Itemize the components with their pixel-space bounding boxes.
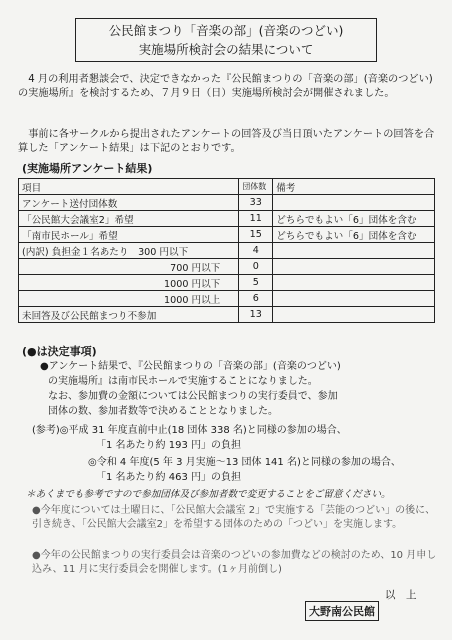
row-count: 13 xyxy=(239,307,273,323)
closing-ijo: 以 上 xyxy=(385,589,417,601)
row-count: 0 xyxy=(239,259,273,275)
row-item: アンケート送付団体数 xyxy=(19,195,239,211)
decisions-heading: (●は決定事項) xyxy=(22,345,97,358)
row-count: 5 xyxy=(239,275,273,291)
row-item: 1000 円以下 xyxy=(19,275,239,291)
title-line-1: 公民館まつり「音楽の部」(音楽のつどい) xyxy=(108,23,344,38)
decision-3: ●今年の公民館まつりの実行委員会は音楽のつどいの参加費などの検討のため、10 月申し込み、11 月に実行委員会を開催します。(1ヶ月前倒し) xyxy=(32,550,437,575)
row-note xyxy=(273,243,435,259)
table-row xyxy=(19,275,435,291)
row-item: 「公民館大会議室2」希望 xyxy=(19,211,239,227)
decision-1-line-4: 団体の数、参加者数等で決めることとなりました。 xyxy=(48,406,278,417)
caution-note: ＊あくまでも参考ですので参加団体及び参加者数で変更することをご留意ください。 xyxy=(26,489,391,500)
organization-name: 大野南公民館 xyxy=(305,601,379,621)
row-count: 33 xyxy=(239,195,273,211)
row-item: 700 円以下 xyxy=(19,259,239,275)
table-row xyxy=(19,227,435,243)
table-row xyxy=(19,307,435,323)
survey-table xyxy=(18,178,435,323)
row-count: 4 xyxy=(239,243,273,259)
row-note xyxy=(273,307,435,323)
table-row xyxy=(19,211,435,227)
row-note xyxy=(273,195,435,211)
row-count: 11 xyxy=(239,211,273,227)
row-note xyxy=(273,291,435,307)
intro-paragraph-2: 事前に各サークルから提出されたアンケートの回答及び当日頂いたアンケートの回答を合算した「アンケート結果」は下記のとおりです。 xyxy=(18,129,435,154)
col-count-header: 団体数 xyxy=(239,179,273,195)
row-note: どちらでもよい「6」団体を含む xyxy=(273,227,435,243)
row-count: 6 xyxy=(239,291,273,307)
survey-heading: (実施場所アンケート結果) xyxy=(22,162,153,175)
table-header-row xyxy=(19,179,435,195)
row-item: 未回答及び公民館まつり不参加 xyxy=(19,307,239,323)
table-row xyxy=(19,291,435,307)
row-item: 「南市民ホール」希望 xyxy=(19,227,239,243)
reference-line-4: 「1 名あたり約 463 円」の負担 xyxy=(96,472,241,483)
row-item: 1000 円以上 xyxy=(19,291,239,307)
decision-1-line-1: ●アンケート結果で、『公民館まつりの「音楽の部」(音楽のつどい) xyxy=(40,361,341,372)
reference-line-2: 「1 名あたり約 193 円」の負担 xyxy=(96,440,241,451)
reference-line-1: (参考)◎平成 31 年度直前中止(18 団体 338 名)と同様の参加の場合、 xyxy=(32,425,347,436)
row-note xyxy=(273,275,435,291)
intro-paragraph-1: 4 月の利用者懇談会で、決定できなかった『公民館まつりの「音楽の部」(音楽のつどい)の実施場所』を検討するため、７月９日（日）実施場所検討会が開催されました。 xyxy=(18,74,433,99)
reference-line-3: ◎令和 4 年度(5 年 3 月実施～13 団体 141 名)と同様の参加の場合、 xyxy=(88,457,401,468)
table-row xyxy=(19,259,435,275)
table-row xyxy=(19,243,435,259)
title-box xyxy=(75,18,377,62)
decision-1-line-3: なお、参加費の金額については公民館まつりの実行委員で、参加 xyxy=(48,391,338,402)
row-item: (内訳) 負担金１名あたり 300 円以下 xyxy=(19,243,239,259)
col-item-header: 項目 xyxy=(19,179,239,195)
decision-1-line-2: の実施場所』は南市民ホールで実施することになりました。 xyxy=(48,376,318,387)
row-count: 15 xyxy=(239,227,273,243)
row-note xyxy=(273,259,435,275)
col-note-header: 備考 xyxy=(273,179,435,195)
table-row xyxy=(19,195,435,211)
decision-2: ●今年度については土曜日に、「公民館大会議室 2」で実施する「芸能のつどい」の後に、引き続き、「公民館大会議室2」を希望する団体のための「つどい」を実施します。 xyxy=(32,505,436,530)
row-note: どちらでもよい「6」団体を含む xyxy=(273,211,435,227)
title-line-2: 実施場所検討会の結果について xyxy=(138,42,314,57)
